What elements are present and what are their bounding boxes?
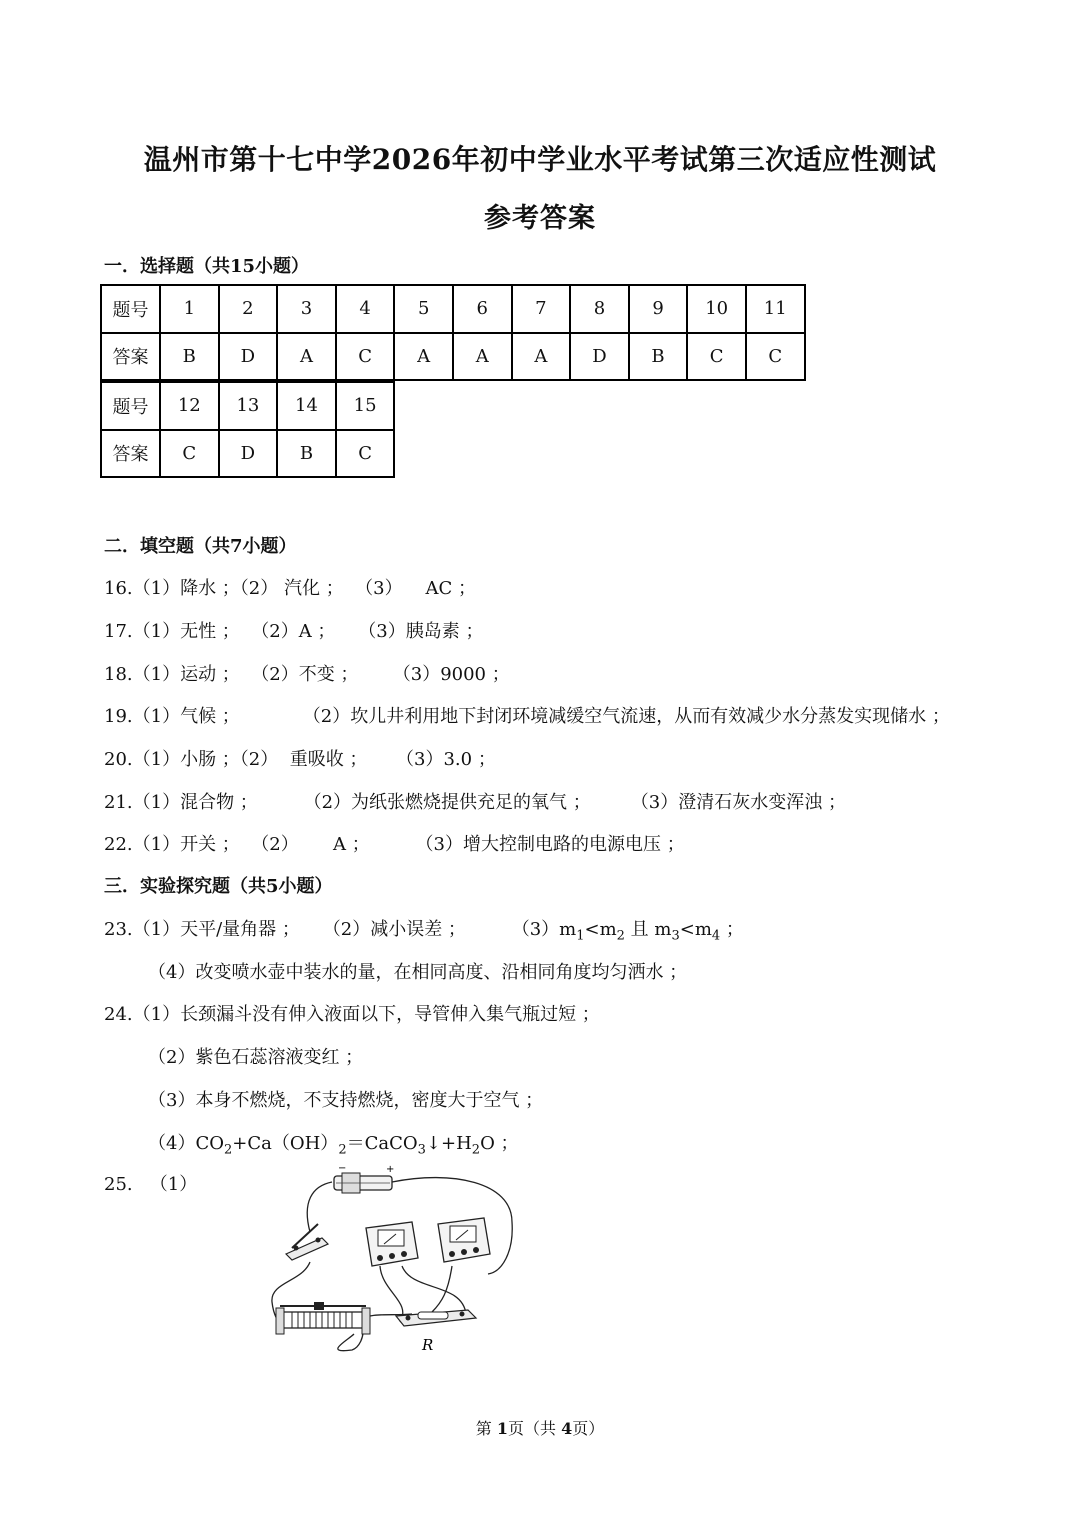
page-number: 1 [496, 1419, 508, 1438]
formula-text: +Ca（OH） [232, 1133, 339, 1154]
page-footer [0, 1416, 1080, 1439]
table-cell: D [570, 333, 629, 381]
table-cell: 11 [746, 285, 805, 333]
table-cell: 2 [219, 285, 278, 333]
formula-text: m [559, 919, 577, 940]
resistor-label: R [422, 1336, 434, 1354]
table-cell: 6 [453, 285, 512, 333]
formula-text: ↓+H [425, 1133, 472, 1154]
answer-line-25: 25. （1） [104, 1174, 198, 1195]
table-cell: D [219, 430, 278, 478]
answer-line-23-4: （4）改变喷水壶中装水的量，在相同高度、沿相同角度均匀洒水 ； [148, 962, 688, 983]
ammeter-icon [438, 1218, 490, 1262]
battery-minus-label: − [338, 1163, 347, 1174]
footer-text: 页（共 [507, 1419, 562, 1438]
formula-text: 且 m [624, 919, 672, 940]
formula-text: （4）CO [148, 1133, 224, 1154]
table-row [101, 333, 805, 381]
answer-line-21: 21.（1）混合物 ； （2）为纸张燃烧提供充足的氧气 ； （3）澄清石灰水变浑浊 ； [104, 792, 846, 813]
subscript: 2 [616, 928, 625, 944]
circuit-diagram [262, 1162, 532, 1358]
resistor-icon [396, 1310, 476, 1354]
table-cell: A [394, 333, 453, 381]
table-cell: 题号 [101, 285, 160, 333]
section1-heading: 一．选择题（共15小题） [104, 256, 310, 277]
page-total: 4 [561, 1419, 573, 1438]
formula-text: O ； [480, 1133, 519, 1154]
subscript: 3 [671, 928, 680, 944]
table-cell: 4 [336, 285, 395, 333]
table-cell: 9 [629, 285, 688, 333]
battery-icon [334, 1163, 394, 1193]
table-row [101, 430, 394, 478]
table-cell: C [336, 333, 395, 381]
table-cell: B [629, 333, 688, 381]
table-cell: 题号 [101, 382, 160, 430]
formula-text: <m [584, 919, 617, 940]
table-cell: C [687, 333, 746, 381]
answer-text: 23.（1）天平/量角器 ； （2）减小误差 ； （3） [104, 919, 560, 940]
answer-table [100, 284, 806, 381]
table-cell: C [336, 430, 395, 478]
footer-text: 第 [475, 1419, 497, 1438]
answer-line-18: 18.（1）运动 ； （2）不变 ； （3）9000 ； [104, 664, 510, 685]
subscript: 2 [223, 1142, 233, 1158]
table-cell: A [512, 333, 571, 381]
subscript: 2 [338, 1142, 347, 1158]
answer-line-17: 17.（1）无性 ； （2）A ； （3）胰岛素 ； [104, 621, 484, 642]
answer-line-23 [104, 915, 744, 944]
switch-icon [286, 1224, 328, 1260]
answer-line-24: 24.（1）长颈漏斗没有伸入液面以下，导管伸入集气瓶过短 ； [104, 1004, 600, 1025]
table-cell: 10 [687, 285, 746, 333]
table-cell: 14 [277, 382, 336, 430]
table-cell: 答案 [101, 333, 160, 381]
table-cell: A [277, 333, 336, 381]
document-title: 温州市第十七中学2026年初中学业水平考试第三次适应性测试 [143, 143, 937, 176]
subscript: 2 [471, 1142, 481, 1158]
table-row [101, 382, 394, 430]
footer-text: 页） [572, 1419, 605, 1438]
table-cell: 13 [219, 382, 278, 430]
table-cell: 7 [512, 285, 571, 333]
subscript: 3 [417, 1142, 426, 1158]
table-cell: 8 [570, 285, 629, 333]
formula-text: ＝CaCO [346, 1133, 418, 1154]
table-cell: B [160, 333, 219, 381]
table-cell: 1 [160, 285, 219, 333]
answer-line-16: 16.（1）降水 ；（2） 汽化 ； （3） AC ； [104, 578, 476, 599]
table-cell: C [160, 430, 219, 478]
section2-heading: 二．填空题（共7小题） [104, 536, 297, 557]
subscript: 4 [711, 928, 721, 944]
table-cell: A [453, 333, 512, 381]
table-cell: 15 [336, 382, 395, 430]
formula-text: <m [679, 919, 712, 940]
table-cell: 答案 [101, 430, 160, 478]
subscript: 1 [576, 928, 585, 944]
answer-line-22: 22.（1）开关 ； （2） A ； （3）增大控制电路的电源电压 ； [104, 834, 685, 855]
document-subtitle: 参考答案 [484, 203, 596, 234]
answer-line-24-2: （2）紫色石蕊溶液变红 ； [148, 1047, 364, 1068]
battery-plus-label: + [386, 1164, 395, 1175]
answer-line-19: 19.（1）气候 ； （2）坎儿井利用地下封闭环境减缓空气流速，从而有效减少水分蒸发实现储水 ； [104, 706, 950, 727]
table-cell: D [219, 333, 278, 381]
table-row [101, 285, 805, 333]
answer-line-24-4 [148, 1129, 519, 1158]
rheostat-icon [276, 1302, 370, 1334]
voltmeter-icon [366, 1222, 418, 1266]
table-cell: 5 [394, 285, 453, 333]
answer-line-20: 20.（1）小肠 ；（2） 重吸收 ； （3）3.0 ； [104, 749, 496, 770]
answer-table-continued [100, 381, 395, 478]
answer-line-24-3: （3）本身不燃烧，不支持燃烧，密度大于空气 ； [148, 1090, 544, 1111]
table-cell: 12 [160, 382, 219, 430]
formula-text: ； [720, 919, 744, 940]
section3-heading: 三．实验探究题（共5小题） [104, 876, 333, 897]
table-cell: C [746, 333, 805, 381]
table-cell: 3 [277, 285, 336, 333]
table-cell: B [277, 430, 336, 478]
